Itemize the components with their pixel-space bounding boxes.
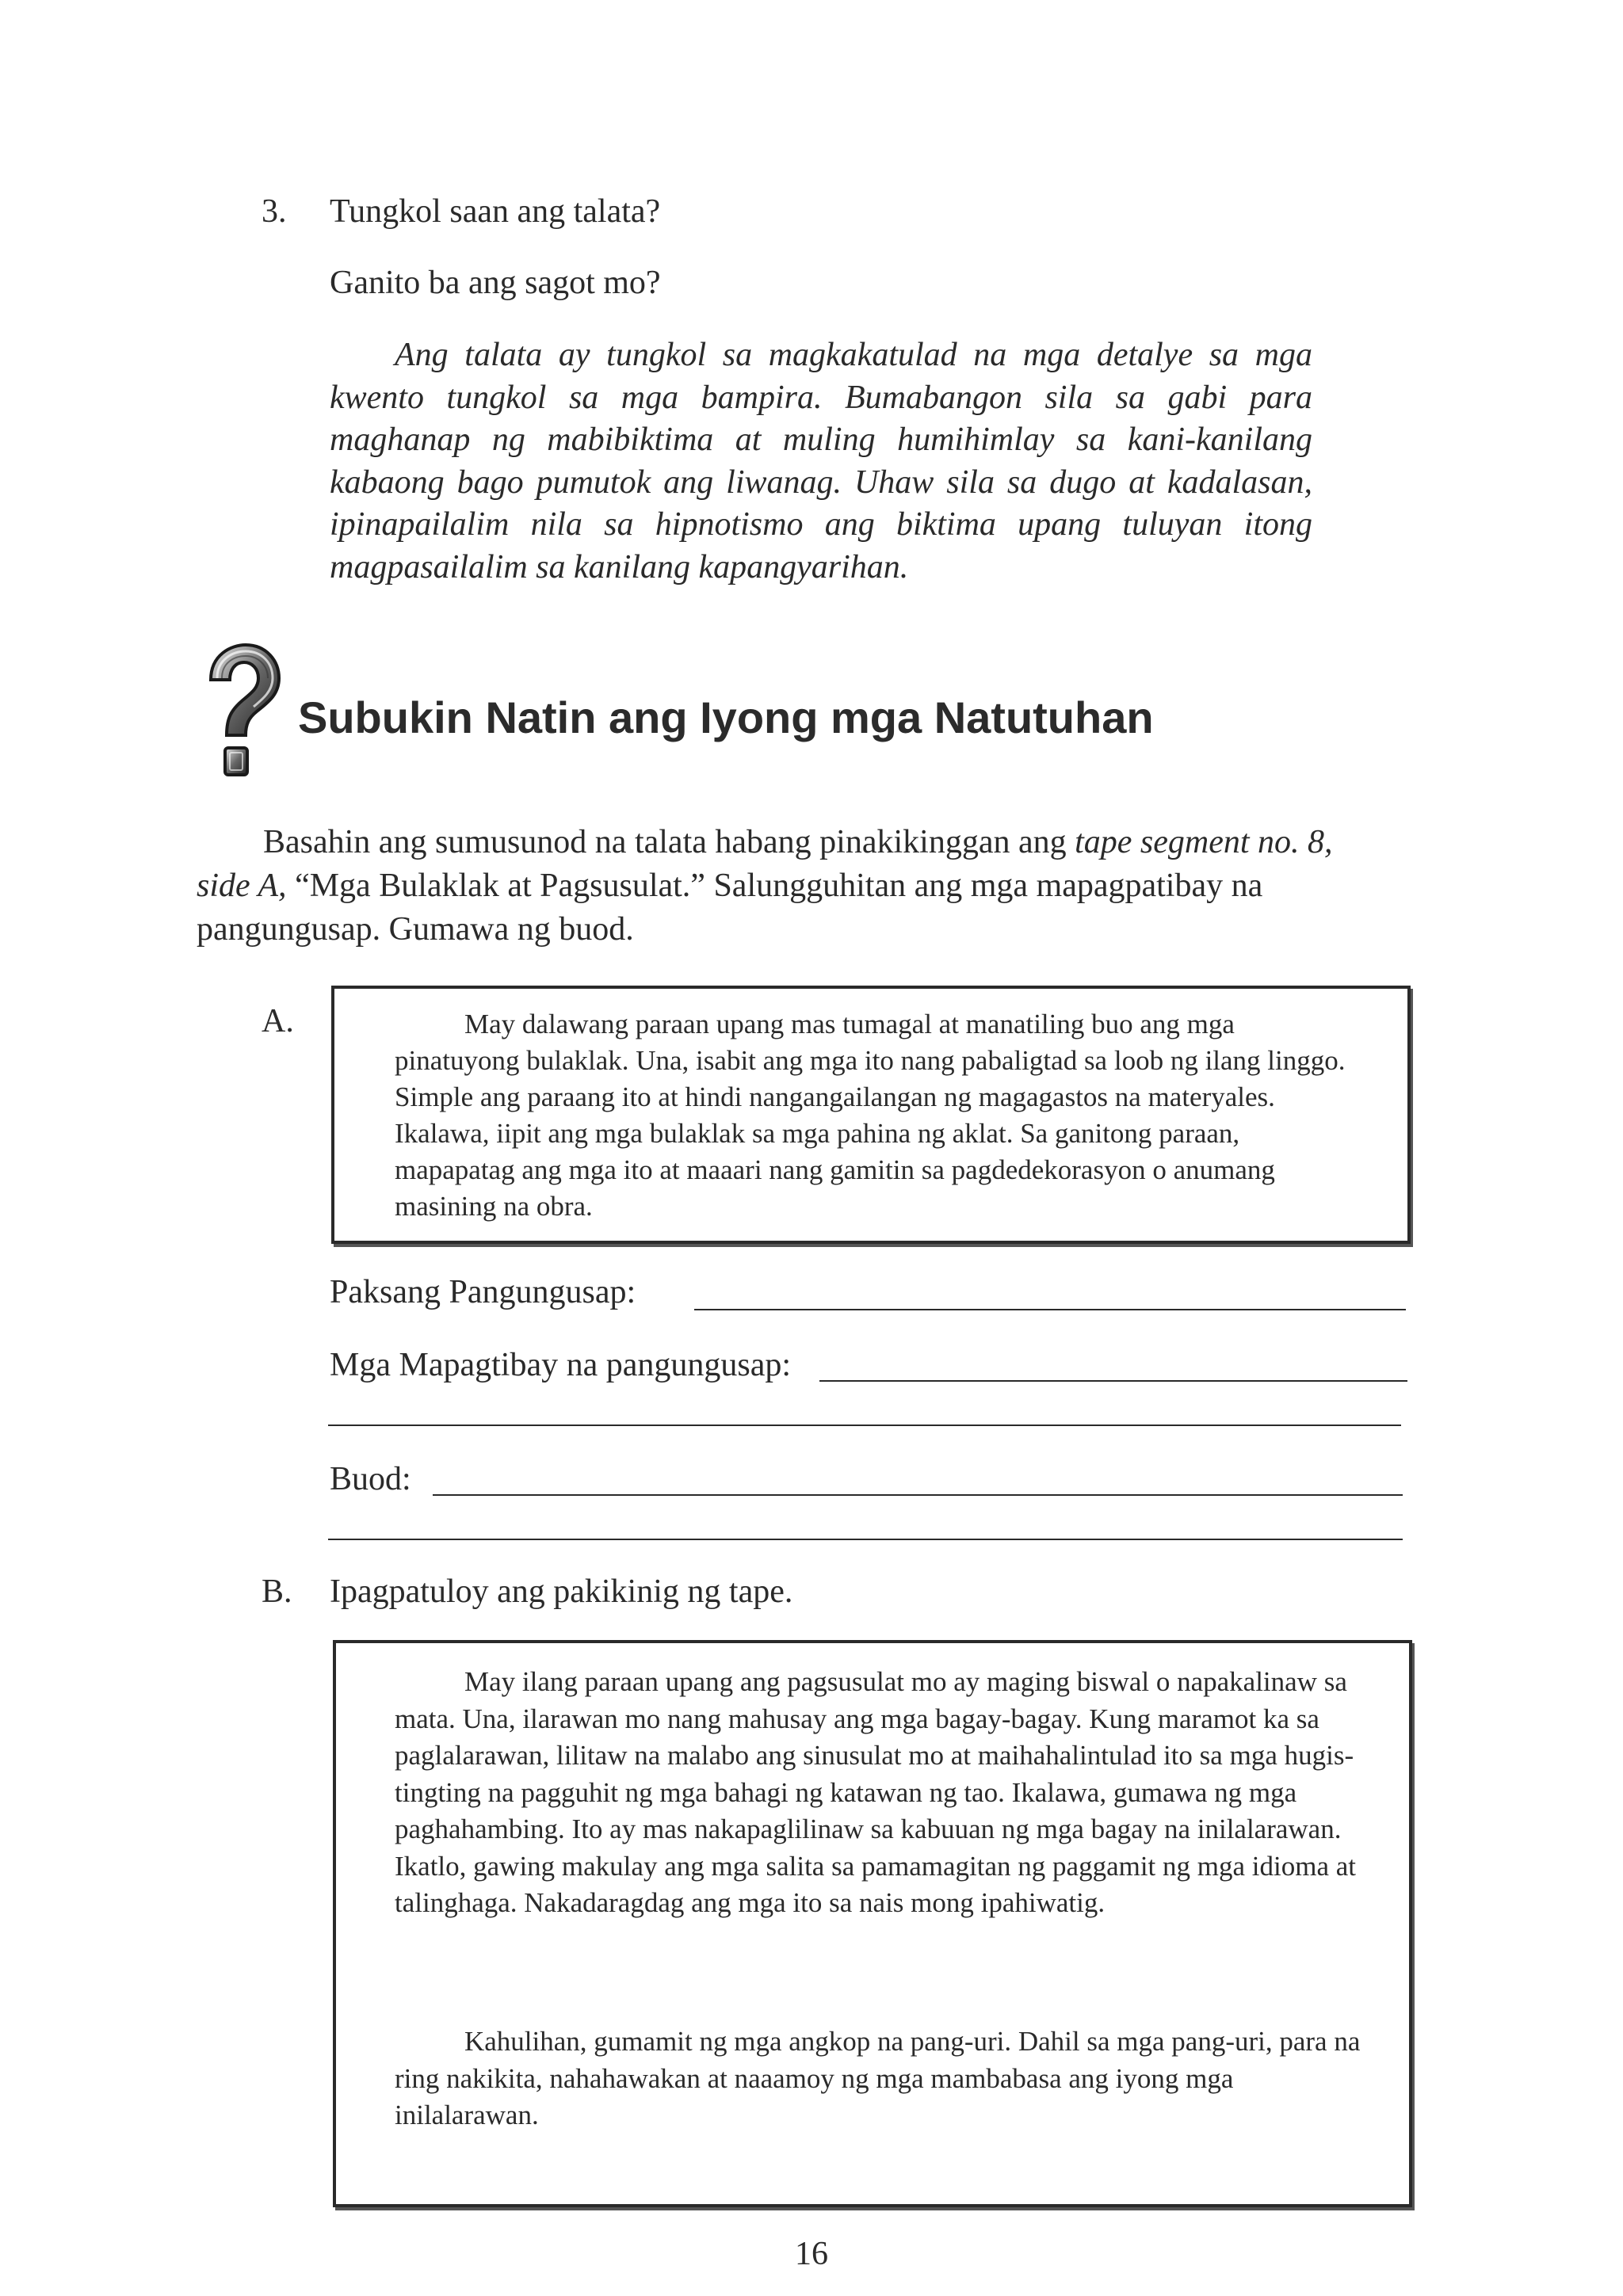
passage-b-paragraph-1: May ilang paraan upang ang pagsusulat mo ay maging biswal o napakalinaw sa mata. Una, ilarawan mo nang mahusay ang mga bagay-bagay. Kung maramot ka sa paglalarawan, lilitaw na malabo ang sinusulat mo at maihahalintulad ito sa mga hugis-tingting na pagguhit ng mga bahagi ng katawan ng tao. Ikalawa, gumawa ng mga paghahambing. Ito ay mas nakapaglilinaw sa kabuuan ng mga bagay na inilalarawan. Ikatlo, gawing makulay ang mga salita sa pamamagitan ng paggamit ng mga idioma at talinghaga. Nakadaragdag ang mga ito sa nais mong ipahiwatig.: [395, 1666, 1357, 1918]
part-b-instruction: Ipagpatuloy ang pakikinig ng tape.: [330, 1573, 793, 1610]
summary-label: Buod:: [330, 1461, 411, 1497]
instructions: [197, 821, 1361, 952]
topic-sentence-label: Paksang Pangungusap:: [330, 1274, 636, 1310]
instructions-tape-reference: tape segment no. 8, side A,: [197, 824, 1333, 904]
instructions-text-continued: “Mga Bulaklak at Pagsusulat.” Salungguhitan ang mga mapagpatibay na pangungusap. Gumawa ng buod.: [197, 868, 1263, 948]
supporting-sentences-answer-line-1[interactable]: [819, 1380, 1407, 1382]
topic-sentence-answer-line[interactable]: [694, 1309, 1406, 1310]
part-b-label: B.: [262, 1573, 292, 1610]
supporting-sentences-answer-line-2[interactable]: [328, 1425, 1401, 1426]
page-number: 16: [795, 2236, 828, 2272]
part-a-label: A.: [262, 1003, 294, 1039]
question-mark-icon: [197, 640, 282, 783]
supporting-sentences-label: Mga Mapagtibay na pangungusap:: [330, 1347, 792, 1383]
summary-answer-line-1[interactable]: [433, 1494, 1403, 1496]
section-title: Subukin Natin ang Iyong mga Natutuhan: [298, 692, 1154, 742]
instructions-text: Basahin ang sumusunod na talata habang pinakikinggan ang: [263, 824, 1075, 860]
question-text: Tungkol saan ang talata?: [330, 193, 661, 230]
passage-a-text: May dalawang paraan upang mas tumagal at manatiling buo ang mga pinatuyong bulaklak. Una, isabit ang mga ito nang pabaligtad sa loob ng ilang linggo. Simple ang paraang ito at hindi nangangailangan ng magagastos na materyales. Ikalawa, iipit ang mga bulaklak sa mga pahina ng aklat. Sa ganitong paraan, mapapatag ang mga ito at maaari nang gamitin sa pagdedekorasyon o anumang masining na obra.: [395, 1009, 1346, 1222]
summary-answer-line-2[interactable]: [328, 1539, 1403, 1540]
answer-prompt: Ganito ba ang sagot mo?: [330, 265, 661, 301]
item-number: 3.: [262, 193, 287, 230]
sample-answer: Ang talata ay tungkol sa magkakatulad na mga detalye sa mga kwento tungkol sa mga bampira. Bumabangon sila sa gabi para maghanap ng mabibiktima at muling humihimlay sa kani-kanilang kabaong bago pumutok ang liwanag. Uhaw sila sa dugo at kadalasan, ipinapailalim nila sa hipnotismo ang biktima upang tuluyan itong magpasailalim sa kanilang kapangyarihan.: [330, 337, 1312, 585]
passage-b-paragraph-2: Kahulihan, gumamit ng mga angkop na pang-uri. Dahil sa mga pang-uri, para na ring nakikita, nahahawakan at naaamoy ng mga mambabasa ang iyong mga inilalarawan.: [395, 2026, 1361, 2130]
